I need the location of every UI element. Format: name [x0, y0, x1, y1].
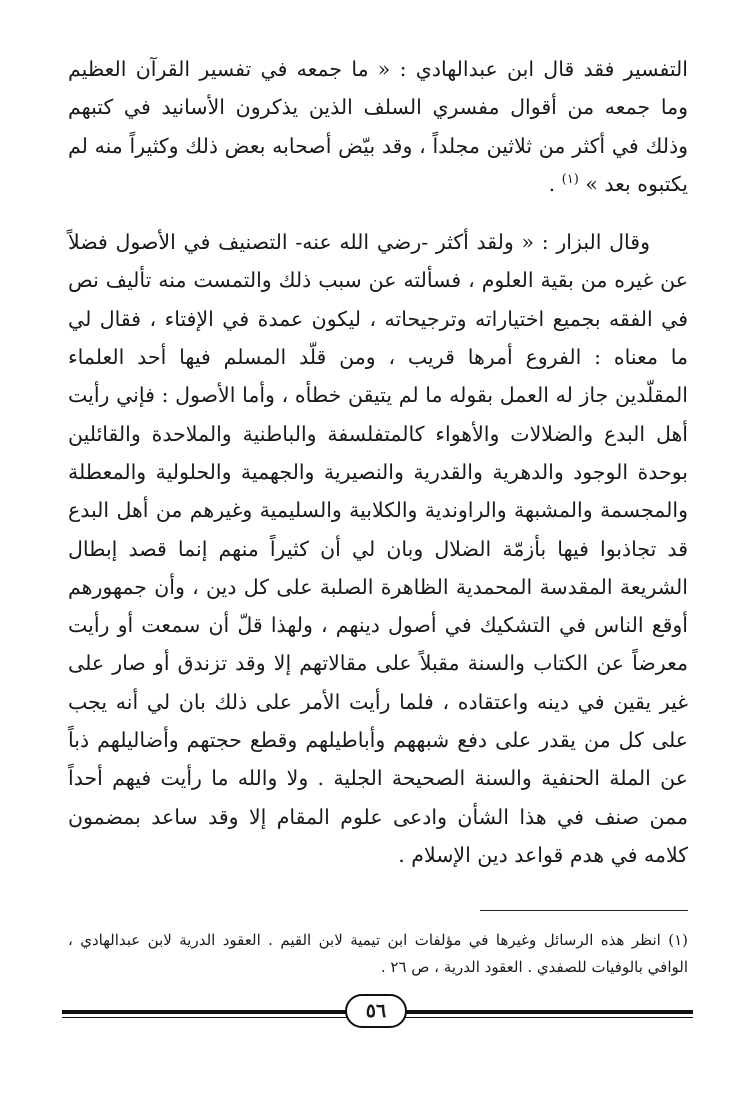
paragraph-1-text: التفسير فقد قال ابن عبدالهادي : « ما جمعه في تفسير القرآن العظيم وما جمعه من أقوال مفسري السلف الذين يذكرون الأسانيد في كتبهم وذلك في أكثر من ثلاثين مجلداً ، وقد بيّض أصحابه بعض ذلك وكثيراً منه لم يكتبوه بعد » [68, 57, 688, 196]
main-text [68, 50, 688, 874]
footnote: (١) انظر هذه الرسائل وغيرها في مؤلفات ابن تيمية لابن القيم . العقود الدرية لابن عبدالهادي ، الوافي بالوفيات للصفدي . العقود الدرية ، ص ٢٦ . [68, 931, 688, 976]
footnote-separator [480, 910, 688, 911]
footnote-reference[interactable]: (١) [561, 172, 579, 188]
page-number: ٥٦ [345, 994, 407, 1028]
paragraph-1-end: . [548, 171, 562, 196]
paragraph-2 [68, 223, 688, 874]
paragraph-1 [68, 50, 688, 203]
paragraph-2-text: وقال البزار : « ولقد أكثر -رضي الله عنه- التصنيف في الأصول فضلاً عن غيره من بقية العلوم ، فسألته عن سبب ذلك والتمست منه تأليف نص في الفقه بجميع اختياراته وترجيحاته ، ليكون عمدة في الإفتاء ، فقال لي ما معناه : الفروع أمرها قريب ، ومن قلّد المسلم فيها أحد العلماء المقلّدين جاز له العمل بقوله ما لم يتيقن خطأه ، وأما الأصول : فإني رأيت أهل البدع والضلالات والأهواء كالمتفلسفة والباطنية والملاحدة والقائلين بوحدة الوجود والدهرية والقدرية والنصيرية والجهمية والحلولية والمعطلة والمجسمة والمشبهة والراوندية والكلابية والسليمية وغيرهم من أهل البدع قد تجاذبوا فيها بأزمّة الضلال وبان لي أن كثيراً منهم إنما قصد إبطال الشريعة المقدسة المحمدية الظاهرة الصلبة على كل دين ، وأن جمهورهم أوقع الناس في التشكيك في أصول دينهم ، ولهذا قلّ أن سمعت أو رأيت معرضاً عن الكتاب والسنة مقبلاً على مقالاتهم إلا وقد تزندق أو صار على غير يقين في دينه واعتقاده ، فلما رأيت الأمر على ذلك بان لي أنه يجب على كل من يقدر على دفع شبههم وأباطيلهم وقطع حجتهم وأضاليلهم ذباً عن الملة الحنفية والسنة الصحيحة الجلية . ولا والله ما رأيت فيهم أحداً ممن صنف في هذا الشأن وادعى علوم المقام إلا وقد ساعد بمضمون كلامه في هدم قواعد دين الإسلام . [68, 230, 688, 867]
